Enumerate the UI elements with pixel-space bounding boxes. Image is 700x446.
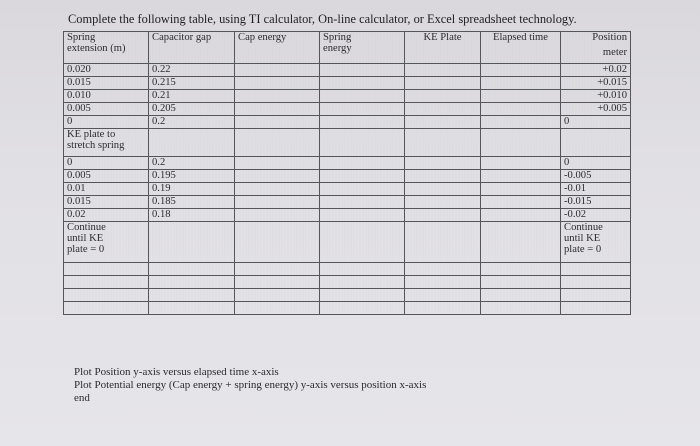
empty-cell (405, 64, 481, 77)
empty-cell (149, 129, 235, 157)
empty-cell (405, 196, 481, 209)
extension-cell: 0 (64, 157, 149, 170)
empty-cell (235, 157, 320, 170)
position-cell: +0.005 (561, 103, 631, 116)
empty-cell (235, 196, 320, 209)
empty-cell (235, 90, 320, 103)
continue-note-right: Continue until KE plate = 0 (561, 222, 631, 263)
empty-cell (320, 209, 405, 222)
position-cell: -0.02 (561, 209, 631, 222)
empty-cell (320, 196, 405, 209)
empty-cell (320, 116, 405, 129)
extension-cell: 0.005 (64, 103, 149, 116)
empty-cell (320, 64, 405, 77)
energy-table (63, 31, 631, 315)
gap-cell: 0.2 (149, 116, 235, 129)
position-cell: 0 (561, 116, 631, 129)
table-row (64, 209, 631, 222)
empty-cell (481, 103, 561, 116)
instructions-heading: Complete the following table, using TI calculator, On-line calculator, or Excel spreadsheet technology. (68, 12, 577, 26)
blank-row (64, 263, 631, 276)
empty-cell (320, 183, 405, 196)
table-row (64, 90, 631, 103)
table-row (64, 64, 631, 77)
empty-cell (235, 222, 320, 263)
note-line: end (74, 392, 90, 404)
table-row (64, 116, 631, 129)
empty-cell (320, 77, 405, 90)
empty-cell (235, 183, 320, 196)
extension-cell: 0.015 (64, 196, 149, 209)
extension-cell: 0.01 (64, 183, 149, 196)
empty-cell (405, 129, 481, 157)
blank-row (64, 302, 631, 315)
gap-cell: 0.185 (149, 196, 235, 209)
extension-cell: 0.010 (64, 90, 149, 103)
extension-cell: 0.02 (64, 209, 149, 222)
table-row (64, 196, 631, 209)
table-row (64, 183, 631, 196)
header-elapsed-time: Elapsed time (481, 32, 561, 64)
empty-cell (235, 77, 320, 90)
gap-cell: 0.18 (149, 209, 235, 222)
empty-cell (320, 129, 405, 157)
empty-cell (405, 170, 481, 183)
empty-cell (320, 170, 405, 183)
header-ke-plate: KE Plate (405, 32, 481, 64)
blank-row (64, 289, 631, 302)
empty-cell (320, 157, 405, 170)
empty-cell (235, 64, 320, 77)
gap-cell: 0.21 (149, 90, 235, 103)
empty-cell (320, 222, 405, 263)
position-cell: 0 (561, 157, 631, 170)
empty-cell (235, 170, 320, 183)
position-cell: -0.015 (561, 196, 631, 209)
extension-cell: 0.020 (64, 64, 149, 77)
position-cell: -0.005 (561, 170, 631, 183)
empty-cell (481, 157, 561, 170)
table-row (64, 157, 631, 170)
extension-cell: 0.015 (64, 77, 149, 90)
empty-cell (405, 103, 481, 116)
note-line: Plot Potential energy (Cap energy + spring energy) y-axis versus position x-axis (74, 379, 427, 391)
extension-cell: 0 (64, 116, 149, 129)
empty-cell (481, 116, 561, 129)
empty-cell (405, 209, 481, 222)
blank-row (64, 276, 631, 289)
empty-cell (405, 77, 481, 90)
gap-cell: 0.205 (149, 103, 235, 116)
empty-cell (149, 222, 235, 263)
section-label-row (64, 129, 631, 157)
empty-cell (405, 90, 481, 103)
table-row (64, 77, 631, 90)
continue-row (64, 222, 631, 263)
empty-cell (481, 209, 561, 222)
empty-cell (235, 103, 320, 116)
gap-cell: 0.195 (149, 170, 235, 183)
empty-cell (405, 116, 481, 129)
empty-cell (481, 90, 561, 103)
empty-cell (481, 222, 561, 263)
continue-note-left: Continue until KE plate = 0 (64, 222, 149, 263)
gap-cell: 0.19 (149, 183, 235, 196)
empty-cell (481, 77, 561, 90)
gap-cell: 0.2 (149, 157, 235, 170)
empty-cell (481, 170, 561, 183)
note-line: Plot Position y-axis versus elapsed time x-axis (74, 366, 279, 378)
position-cell: +0.02 (561, 64, 631, 77)
table-row (64, 170, 631, 183)
gap-cell: 0.215 (149, 77, 235, 90)
table-header-row (64, 32, 631, 64)
header-capacitor-gap: Capacitor gap (149, 32, 235, 64)
empty-cell (320, 90, 405, 103)
empty-cell (405, 222, 481, 263)
empty-cell (235, 209, 320, 222)
empty-cell (405, 157, 481, 170)
position-cell: +0.015 (561, 77, 631, 90)
empty-cell (561, 129, 631, 157)
empty-cell (235, 116, 320, 129)
table-row (64, 103, 631, 116)
extension-cell: 0.005 (64, 170, 149, 183)
plot-instructions (74, 366, 594, 405)
empty-cell (405, 183, 481, 196)
empty-cell (320, 103, 405, 116)
empty-cell (481, 129, 561, 157)
empty-cell (235, 129, 320, 157)
gap-cell: 0.22 (149, 64, 235, 77)
header-position: Position meter (561, 32, 631, 64)
position-cell: +0.010 (561, 90, 631, 103)
empty-cell (481, 183, 561, 196)
empty-cell (481, 64, 561, 77)
header-spring-extension: Spring extension (m) (64, 32, 149, 64)
section-label-ke-plate: KE plate to stretch spring (64, 129, 149, 157)
position-cell: -0.01 (561, 183, 631, 196)
empty-cell (481, 196, 561, 209)
header-spring-energy: Spring energy (320, 32, 405, 64)
header-cap-energy: Cap energy (235, 32, 320, 64)
